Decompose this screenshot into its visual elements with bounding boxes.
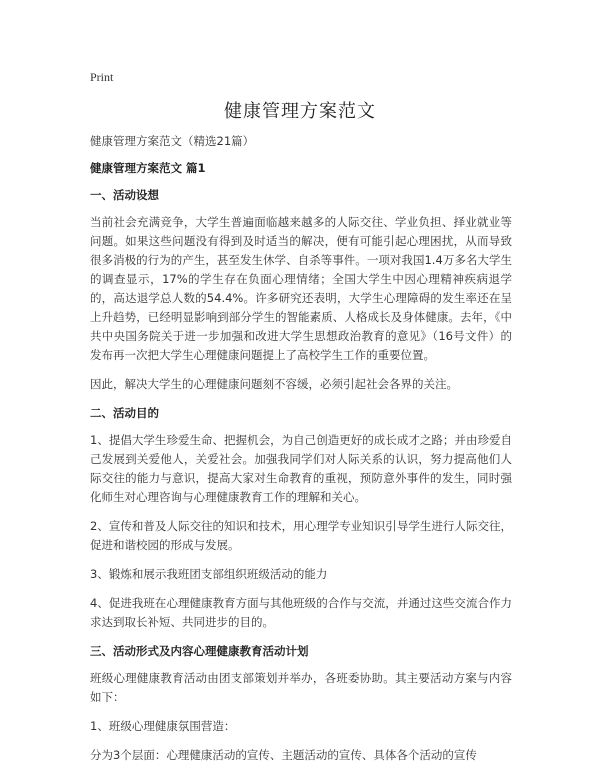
- section-2-paragraph-4: 4、促进我班在心理健康教育方面与其他班级的合作与交流，并通过这些交流合作力求达到取长补短、共同进步的目的。: [90, 596, 512, 629]
- section-heading-1: 一、活动设想: [90, 188, 159, 202]
- section-2-paragraph-2: 2、宣传和普及人际交往的知识和技术，用心理学专业知识引导学生进行人际交往，促进和谐校园的形成与发展。: [90, 519, 512, 552]
- section-1-paragraph-2: 因此，解决大学生的心理健康问题刻不容缓，必须引起社会各界的关注。: [90, 377, 458, 391]
- section-heading-3: 三、活动形式及内容心理健康教育活动计划: [90, 644, 309, 658]
- section-1-paragraph-1: 当前社会充满竞争，大学生普遍面临越来越多的人际交往、学业负担、择业就业等问题。如果这些问题没有得到及时适当的解决，便有可能引起心理困扰，从而导致很多消极的行为的产生，甚至发生休学、自杀等事件。一项对我国1.4万多名大学生的调查显示，17%的学生存在负面心理情绪；全国大学生中因心理精神疾病退学的，高达退学总人数的54.4%。许多研究还表明，大学生心理障碍的发生率还在呈上升趋势，已经明显影响到部分学生的智能素质、人格成长及身体健康。去年，《中共中央国务院关于进一步加强和改进大学生思想政治教育的意见》（16号文件）的发布再一次把大学生心理健康问题提上了高校学生工作的重要位置。: [90, 215, 512, 362]
- section-3-paragraph-3: 分为3个层面：心理健康活动的宣传、主题活动的宣传、具体各个活动的宣传: [90, 748, 477, 762]
- document-body: [90, 132, 512, 775]
- document-title: 健康管理方案范文: [224, 101, 376, 122]
- section-3-paragraph-1: 班级心理健康教育活动由团支部策划并举办，各班委协助。其主要活动方案与内容如下：: [90, 671, 512, 704]
- section-heading-2: 二、活动目的: [90, 406, 159, 420]
- print-link[interactable]: Print: [90, 70, 114, 84]
- article-heading: 健康管理方案范文 篇1: [90, 161, 206, 175]
- section-2-paragraph-1: 1、提倡大学生珍爱生命、把握机会，为自己创造更好的成长成才之路；并由珍爱自己发展到关爱他人，关爱社会。加强我同学们对人际关系的认识，努力提高他们人际交往的能力与意识，提高大家对生命教育的重视，预防意外事件的发生，同时强化师生对心理咨询与心理健康教育工作的理解和关心。: [90, 433, 512, 504]
- document-subtitle: 健康管理方案范文（精选21篇）: [90, 134, 255, 148]
- section-2-paragraph-3: 3、锻炼和展示我班团支部组织班级活动的能力: [90, 567, 328, 581]
- section-3-paragraph-2: 1、班级心理健康氛围营造：: [90, 719, 236, 733]
